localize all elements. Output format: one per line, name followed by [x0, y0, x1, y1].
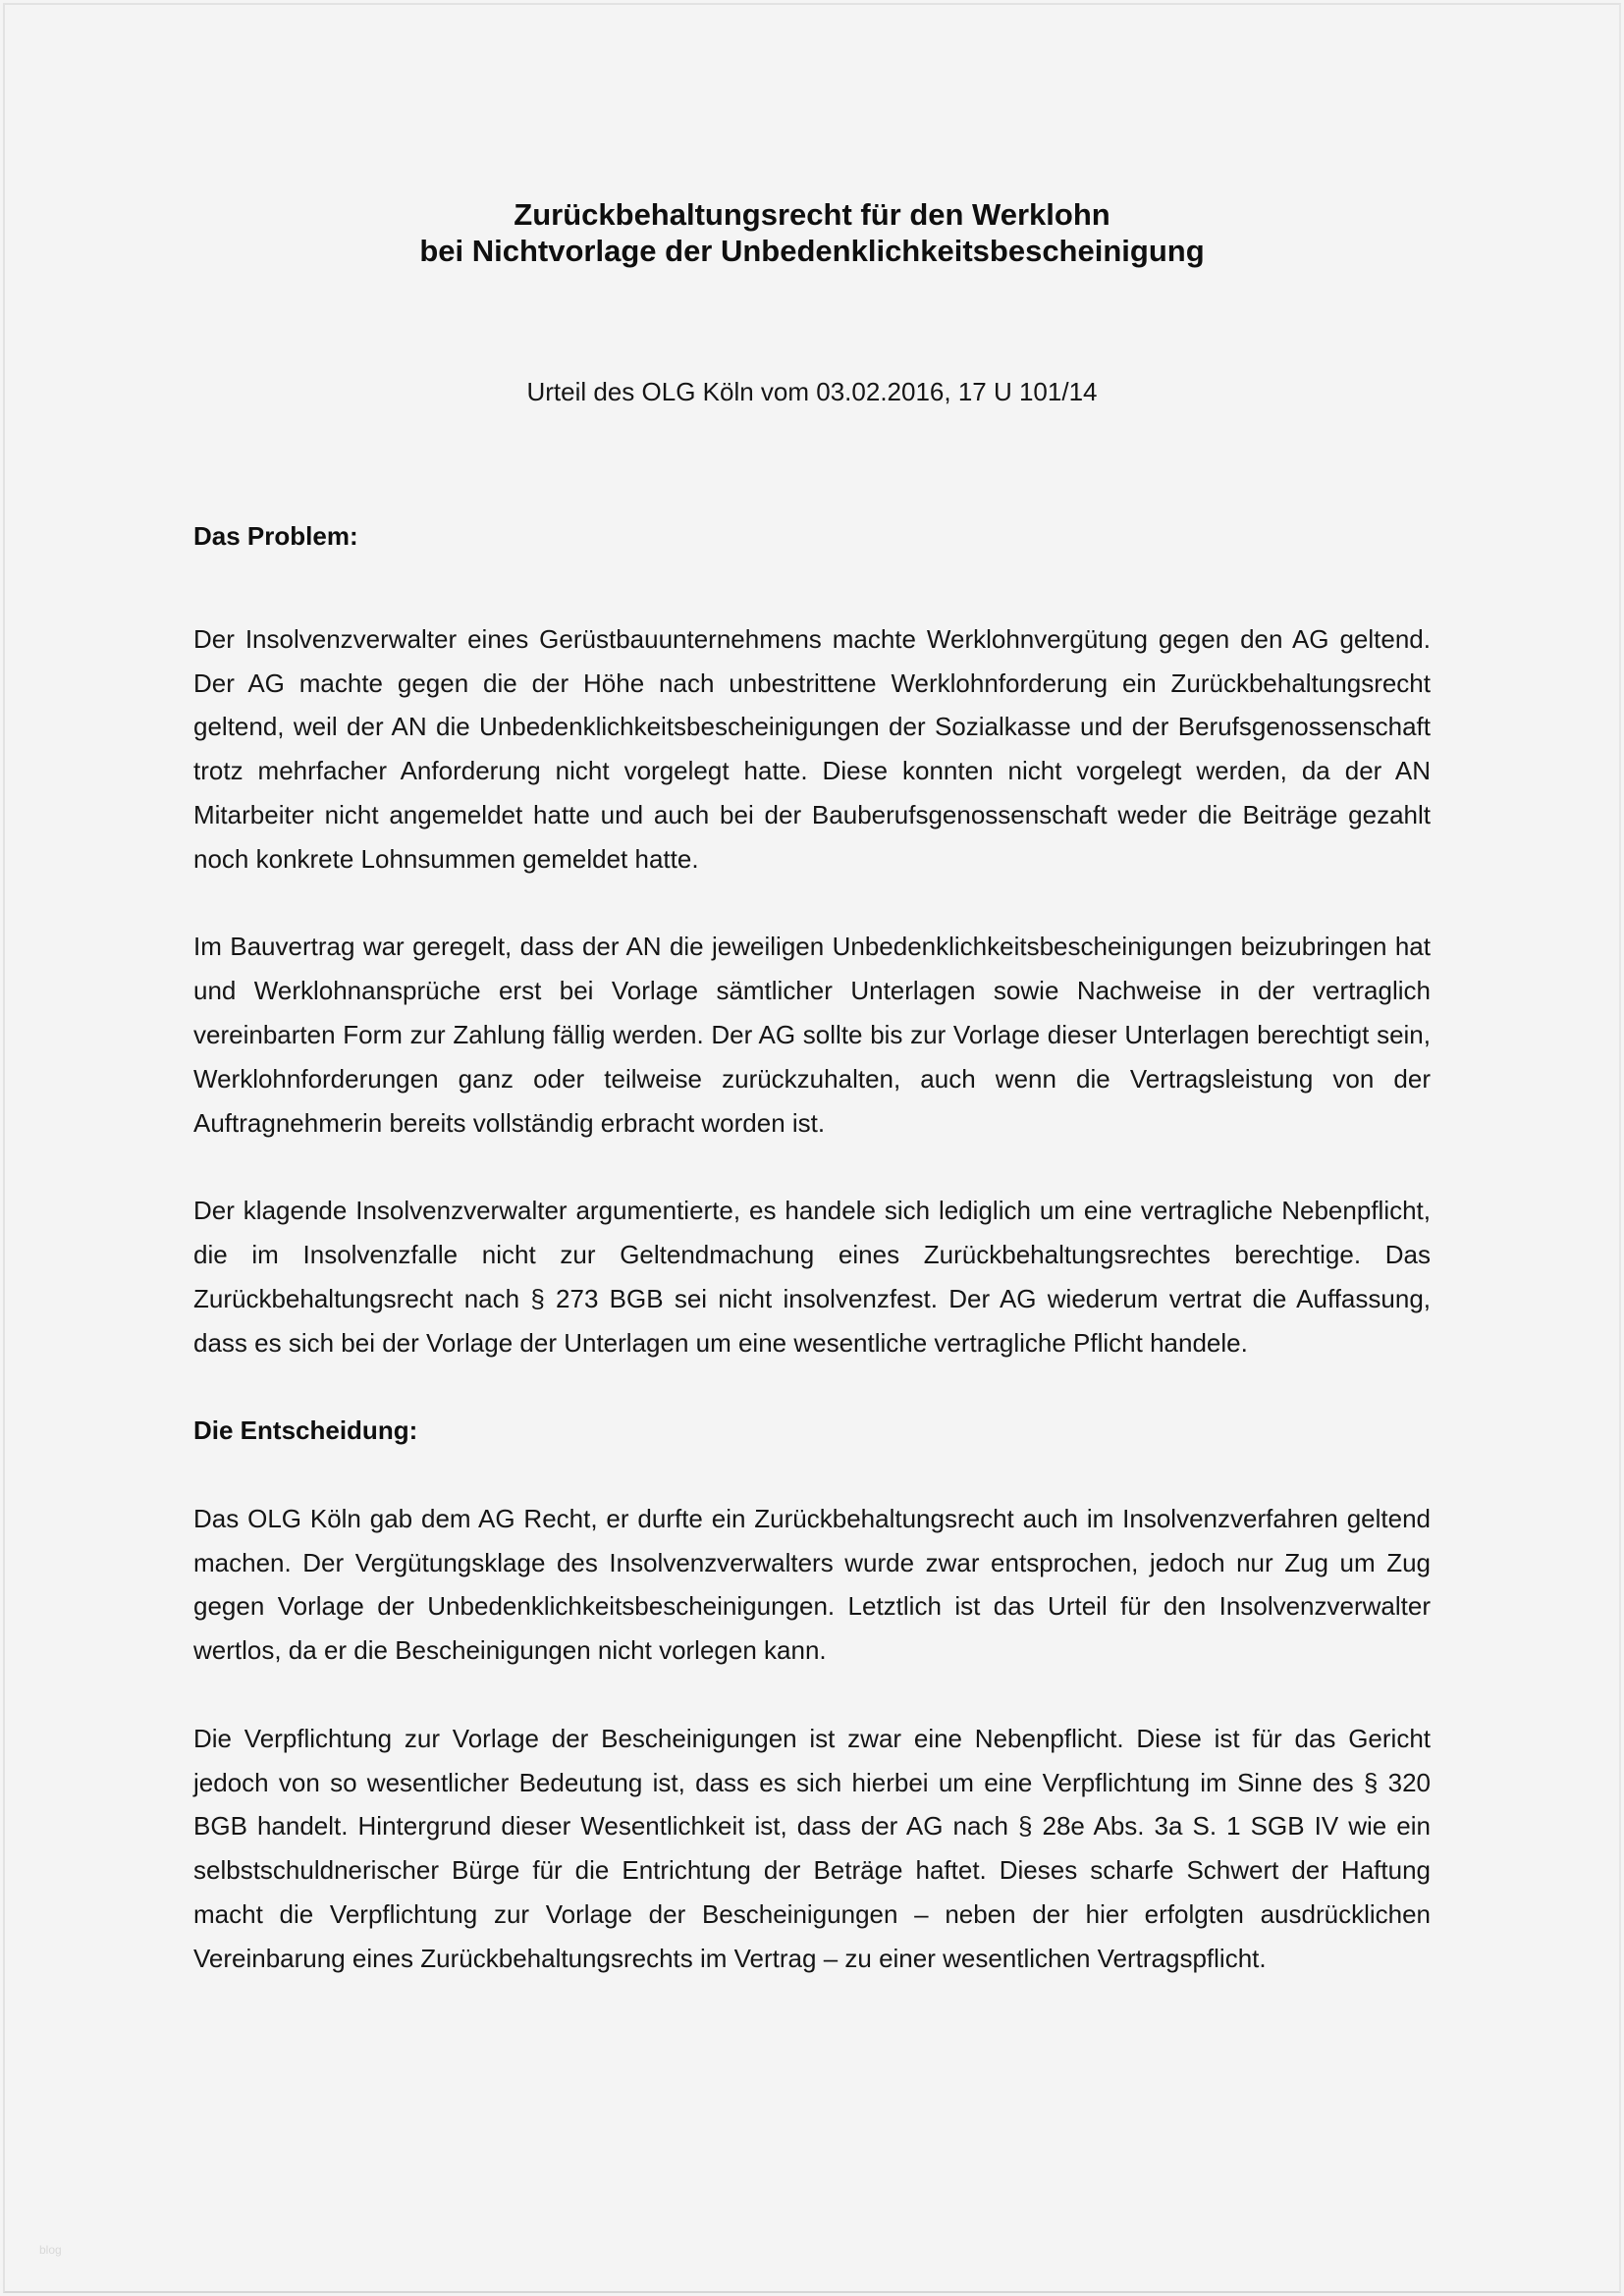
section-decision: [193, 1409, 1431, 1980]
document-body: [193, 514, 1431, 1981]
section-problem: [193, 514, 1431, 1364]
paragraph: Im Bauvertrag war geregelt, dass der AN die jeweiligen Unbedenklichkeitsbescheinigungen beizubringen hat und Werklohnansprüche erst bei Vorlage sämtlicher Unterlagen sowie Nachweise in der vertraglich vereinbarten Form zur Zahlung fällig werden. Der AG sollte bis zur Vorlage dieser Unterlagen berechtigt sein, Werklohnforderungen ganz oder teilweise zurückzuhalten, auch wenn die Vertragsleistung von der Auftragnehmerin bereits vollständig erbracht worden ist.: [193, 932, 1431, 1138]
paragraph: Die Verpflichtung zur Vorlage der Bescheinigungen ist zwar eine Nebenpflicht. Diese ist für das Gericht jedoch von so wesentlicher Bedeutung ist, dass es sich hierbei um eine Verpflichtung im Sinne des § 320 BGB handelt. Hintergrund dieser Wesentlichkeit ist, dass der AG nach § 28e Abs. 3a S. 1 SGB IV wie ein selbstschuldnerischer Bürge für die Entrichtung der Beträge haftet. Dieses scharfe Schwert der Haftung macht die Verpflichtung zur Vorlage der Bescheinigungen – neben der hier erfolgten ausdrücklichen Vereinbarung eines Zurückbehaltungsrechts im Vertrag – zu einer wesentlichen Vertragspflicht.: [193, 1723, 1431, 1973]
paragraph: Das OLG Köln gab dem AG Recht, er durfte ein Zurückbehaltungsrecht auch im Insolvenzverfahren geltend machen. Der Vergütungsklage des Insolvenzverwalters wurde zwar entsprochen, jedoch nur Zug um Zug gegen Vorlage der Unbedenklichkeitsbescheinigungen. Letztlich ist das Urteil für den Insolvenzverwalter wertlos, da er die Bescheinigungen nicht vorlegen kann.: [193, 1503, 1431, 1666]
paragraph: Der klagende Insolvenzverwalter argumentierte, es handele sich lediglich um eine vertragliche Nebenpflicht, die im Insolvenzfalle nicht zur Geltendmachung eines Zurückbehaltungsrechtes berechtige. Das Zurückbehaltungsrecht nach § 273 BGB sei nicht insolvenzfest. Der AG wiederum vertrat die Auffassung, dass es sich bei der Vorlage der Unterlagen um eine wesentliche vertragliche Pflicht handele.: [193, 1196, 1431, 1358]
title-line-1: Zurückbehaltungsrecht für den Werklohn: [514, 197, 1110, 232]
paragraph: Der Insolvenzverwalter eines Gerüstbauunternehmens machte Werklohnvergütung gegen den AG geltend. Der AG machte gegen die der Höhe nach unbestrittene Werklohnforderung ein Zurückbehaltungsrecht geltend, weil der AN die Unbedenklichkeitsbescheinigungen der Sozialkasse und der Berufsgenossenschaft trotz mehrfacher Anforderung nicht vorgelegt hatte. Diese konnten nicht vorgelegt werden, da der AN Mitarbeiter nicht angemeldet hatte und auch bei der Bauberufsgenossenschaft weder die Beiträge gezahlt noch konkrete Lohnsummen gemeldet hatte.: [193, 623, 1431, 874]
watermark: blog: [39, 2243, 62, 2257]
title-line-2: bei Nichtvorlage der Unbedenklichkeitsbescheinigung: [419, 234, 1205, 268]
document-subtitle: Urteil des OLG Köln vom 03.02.2016, 17 U 101/14: [526, 377, 1098, 406]
document-title: [0, 196, 1624, 269]
section-heading: Das Problem:: [193, 521, 358, 551]
section-heading: Die Entscheidung:: [193, 1415, 418, 1446]
